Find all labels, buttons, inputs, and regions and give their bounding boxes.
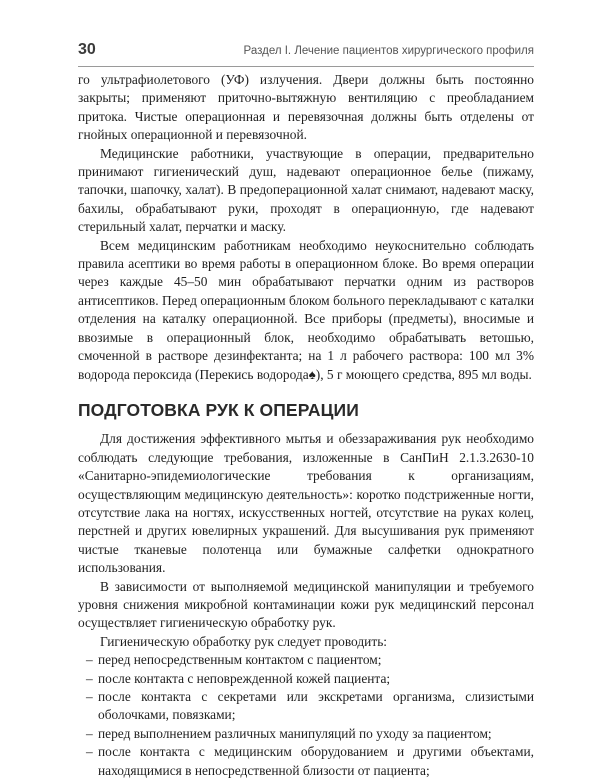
list-item-text: после контакта с секретами или экскретами организма, слизистыми оболочками, повязками; xyxy=(98,689,534,723)
paragraph: Для достижения эффективного мытья и обеззараживания рук необходимо соблюдать следующие требования, изложенные в СанПиН 2.1.3.2630-10 «Санитарно-эпидемиологические требования к организациям, осуществляющим медицинскую деятельность»: коротко подстриженные ногти, отсутствие лака на ногтях, искусственных ногтей, отсутствие на руках колец, перстней и других ювелирных украшений. Для высушивания рук применяют чистые тканевые полотенца или бумажные салфетки однократного использования. xyxy=(78,431,534,576)
dash-marker: – xyxy=(86,670,93,686)
list-item-text: после контакта с медицинским оборудованием и другими объектами, находящимися в непосредственной близости от пациента; xyxy=(98,744,534,778)
paragraph: В зависимости от выполняемой медицинской манипуляции и требуемого уровня снижения микробной контаминации кожи рук медицинский персонал осуществляет гигиеническую обработку рук. xyxy=(78,578,534,631)
dash-marker: – xyxy=(86,725,93,741)
page-header xyxy=(78,40,534,67)
page-number: 30 xyxy=(78,41,96,58)
list-item xyxy=(78,725,534,743)
page-body xyxy=(78,71,534,780)
section-heading: ПОДГОТОВКА РУК К ОПЕРАЦИИ xyxy=(78,399,359,420)
dash-marker: – xyxy=(86,744,93,760)
dash-marker: – xyxy=(86,689,93,704)
running-head: Раздел I. Лечение пациентов хирургического профиля xyxy=(243,45,534,57)
list-item xyxy=(78,651,534,669)
list-item xyxy=(78,670,534,688)
paragraph: Гигиеническую обработку рук следует проводить: xyxy=(100,633,388,649)
list-item-text: после контакта с неповрежденной кожей пациента; xyxy=(98,670,391,686)
hygiene-list xyxy=(78,651,534,780)
list-item xyxy=(78,688,534,725)
paragraph: го ультрафиолетового (УФ) излучения. Двери должны быть постоянно закрыты; применяют приточно-вытяжную вентиляцию с преобладанием притока. Чистые операционная и перевязочная должны быть отделены от гнойных операционной и перевязочной. xyxy=(78,72,534,143)
list-item xyxy=(78,743,534,780)
paragraph: Медицинские работники, участвующие в операции, предварительно принимают гигиенический душ, надевают операционное белье (пижаму, тапочки, шапочку, халат). В предоперационной халат снимают, надевают маску, бахилы, обрабатывают руки, проходят в операционную, где надевают стерильный халат, перчатки и маску. xyxy=(78,145,534,235)
list-item-text: перед выполнением различных манипуляций по уходу за пациентом; xyxy=(98,725,492,741)
paragraph: Всем медицинским работникам необходимо неукоснительно соблюдать правила асептики во время работы в операционном блоке. Во время операции через каждые 45–50 мин обрабатывают перчатки одним из растворов антисептиков. Перед операционным блоком больного перекладывают с каталки отделения на каталку операционной. Все приборы (предметы), вносимые и ввозимые в операционный блок, необходимо обрабатывать ветошью, смоченной в растворе дезинфектанта; на 1 л рабочего раствора: 100 мл 3% водорода пероксида (Перекись водорода♠), 5 г моющего средства, 895 мл воды. xyxy=(78,237,534,382)
list-item-text: перед непосредственным контактом с пациентом; xyxy=(98,652,382,668)
dash-marker: – xyxy=(86,652,93,668)
